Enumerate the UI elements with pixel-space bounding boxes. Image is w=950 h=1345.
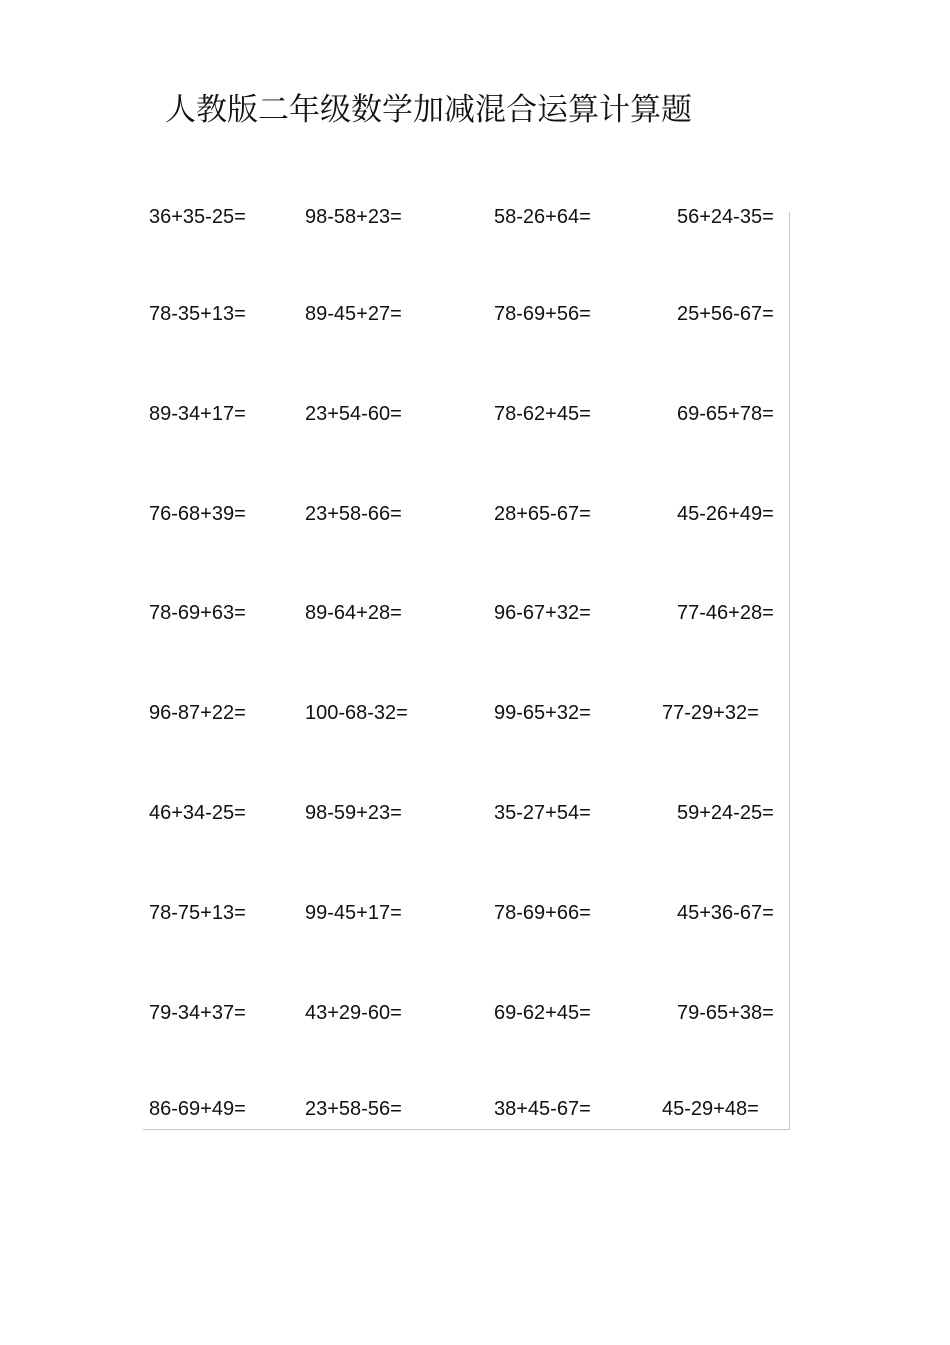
problem-r2-c3: 78-69+56=: [494, 303, 591, 325]
problem-r3-c1: 89-34+17=: [149, 403, 246, 425]
problem-r9-c4: 79-65+38=: [677, 1002, 774, 1024]
problem-r3-c4: 69-65+78=: [677, 403, 774, 425]
problem-r6-c4: 77-29+32=: [662, 702, 759, 724]
problem-grid: [143, 206, 790, 1130]
problem-r2-c4: 25+56-67=: [677, 303, 774, 325]
problem-r9-c2: 43+29-60=: [305, 1002, 402, 1024]
problem-r4-c1: 76-68+39=: [149, 503, 246, 525]
problem-r5-c3: 96-67+32=: [494, 602, 591, 624]
problem-r7-c3: 35-27+54=: [494, 802, 591, 824]
problem-r8-c1: 78-75+13=: [149, 902, 246, 924]
problem-r1-c4: 56+24-35=: [677, 206, 774, 228]
problem-r9-c3: 69-62+45=: [494, 1002, 591, 1024]
problem-r5-c2: 89-64+28=: [305, 602, 402, 624]
problem-r10-c2: 23+58-56=: [305, 1098, 402, 1120]
problem-r7-c4: 59+24-25=: [677, 802, 774, 824]
problem-r5-c4: 77-46+28=: [677, 602, 774, 624]
problem-r4-c2: 23+58-66=: [305, 503, 402, 525]
problem-r4-c4: 45-26+49=: [677, 503, 774, 525]
problem-r6-c2: 100-68-32=: [305, 702, 408, 724]
problem-r1-c2: 98-58+23=: [305, 206, 402, 228]
problem-r8-c3: 78-69+66=: [494, 902, 591, 924]
problem-r7-c1: 46+34-25=: [149, 802, 246, 824]
problem-r3-c3: 78-62+45=: [494, 403, 591, 425]
worksheet-title: 人教版二年级数学加减混合运算计算题: [165, 92, 692, 128]
problem-r2-c2: 89-45+27=: [305, 303, 402, 325]
problem-r10-c4: 45-29+48=: [662, 1098, 759, 1120]
problem-r7-c2: 98-59+23=: [305, 802, 402, 824]
problem-r6-c3: 99-65+32=: [494, 702, 591, 724]
problem-r1-c1: 36+35-25=: [149, 206, 246, 228]
problem-r3-c2: 23+54-60=: [305, 403, 402, 425]
problem-r5-c1: 78-69+63=: [149, 602, 246, 624]
problem-r9-c1: 79-34+37=: [149, 1002, 246, 1024]
problem-r2-c1: 78-35+13=: [149, 303, 246, 325]
problem-r6-c1: 96-87+22=: [149, 702, 246, 724]
problem-r10-c3: 38+45-67=: [494, 1098, 591, 1120]
problem-r8-c4: 45+36-67=: [677, 902, 774, 924]
problem-r1-c3: 58-26+64=: [494, 206, 591, 228]
problem-r10-c1: 86-69+49=: [149, 1098, 246, 1120]
problem-r4-c3: 28+65-67=: [494, 503, 591, 525]
problem-r8-c2: 99-45+17=: [305, 902, 402, 924]
